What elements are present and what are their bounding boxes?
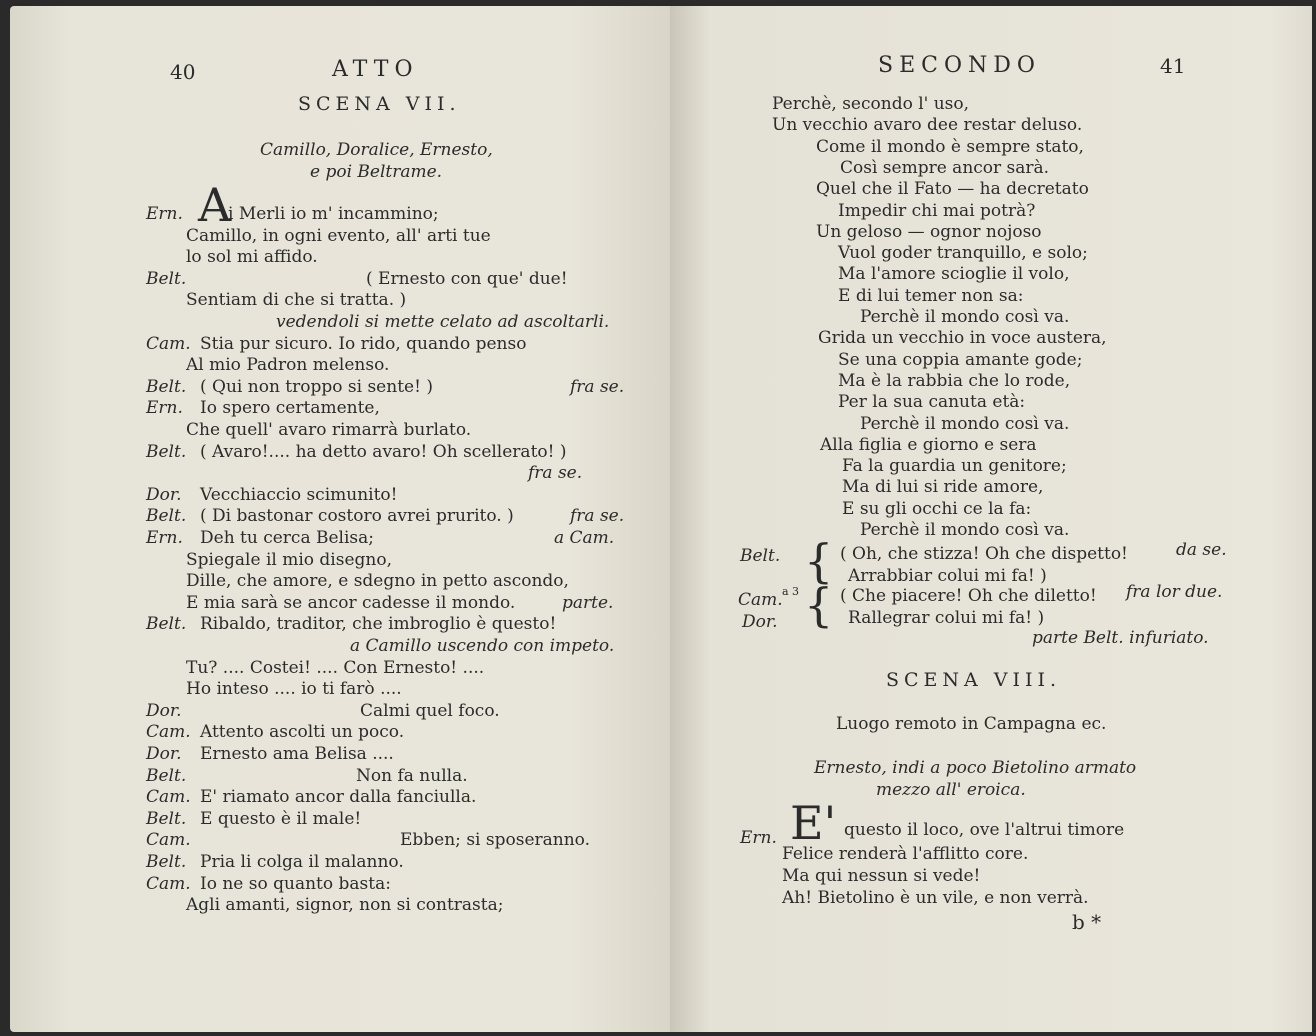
- speaker: Cam.: [738, 590, 783, 610]
- dialogue-line: Che quell' avaro rimarrà burlato.: [186, 420, 472, 440]
- character-list: e poi Beltrame.: [310, 162, 443, 182]
- speaker: Belt.: [740, 546, 781, 566]
- dialogue-line: E' riamato ancor dalla fanciulla.: [200, 787, 477, 807]
- dialogue-line: ( Qui non troppo si sente! ): [200, 377, 433, 397]
- stage-direction: a Cam.: [554, 528, 615, 548]
- dialogue-line: E questo è il male!: [200, 809, 362, 829]
- speaker: Belt.: [146, 506, 187, 526]
- page-number: 41: [1160, 54, 1186, 78]
- dialogue-line: Non fa nulla.: [356, 766, 468, 786]
- verse-line: Ma l'amore scioglie il volo,: [838, 264, 1070, 284]
- character-list: Camillo, Doralice, Ernesto,: [260, 140, 493, 160]
- speaker: Belt.: [146, 377, 187, 397]
- verse-line: Ma è la rabbia che lo rode,: [838, 371, 1071, 391]
- dialogue-line: Ebben; si sposeranno.: [400, 830, 591, 850]
- drop-cap: A: [198, 178, 232, 232]
- dialogue-line: Spiegale il mio disegno,: [186, 550, 392, 570]
- speaker: Belt.: [146, 766, 187, 786]
- scene-title: SCENA VII.: [298, 93, 461, 115]
- verse-line: Quel che il Fato — ha decretato: [816, 179, 1089, 199]
- dialogue-line: Deh tu cerca Belisa;: [200, 528, 375, 548]
- verse-line: Così sempre ancor sarà.: [840, 158, 1050, 178]
- stage-direction: fra se.: [570, 506, 625, 526]
- dialogue-line: E mia sarà se ancor cadesse il mondo.: [186, 593, 516, 613]
- dialogue-line: Calmi quel foco.: [360, 701, 500, 721]
- verse-line: Felice renderà l'afflitto core.: [782, 844, 1029, 864]
- page-number: 40: [170, 60, 196, 84]
- dialogue-line: i Merli io m' incammino;: [228, 204, 439, 224]
- dialogue-line: Camillo, in ogni evento, all' arti tue: [186, 226, 491, 246]
- verse-line: Arrabbiar colui mi fa! ): [848, 566, 1047, 586]
- verse-line: Ma di lui si ride amore,: [842, 477, 1044, 497]
- ensemble-marker: a 3: [782, 585, 800, 598]
- dialogue-line: Agli amanti, signor, non si contrasta;: [186, 895, 504, 915]
- speaker: Belt.: [146, 852, 187, 872]
- speaker: Belt.: [146, 442, 187, 462]
- speaker: Dor.: [146, 744, 182, 764]
- verse-line: Ah! Bietolino è un vile, e non verrà.: [782, 888, 1089, 908]
- verse-line: Per la sua canuta età:: [838, 392, 1026, 412]
- verse-line: ( Oh, che stizza! Oh che dispetto!: [840, 544, 1128, 564]
- speaker: Ern.: [146, 398, 183, 418]
- speaker: Cam.: [146, 334, 191, 354]
- dialogue-line: ( Ernesto con que' due!: [366, 269, 568, 289]
- speaker: Belt.: [146, 809, 187, 829]
- right-page: [670, 6, 1312, 1032]
- dialogue-line: Al mio Padron melenso.: [186, 355, 390, 375]
- speaker: Belt.: [146, 614, 187, 634]
- verse-line: E su gli occhi ce la fa:: [842, 499, 1032, 519]
- speaker: Cam.: [146, 787, 191, 807]
- verse-line: Perchè, secondo l' uso,: [772, 94, 970, 114]
- dialogue-line: Ernesto ama Belisa ....: [200, 744, 394, 764]
- speaker: Cam.: [146, 874, 191, 894]
- verse-line: Un geloso — ognor nojoso: [816, 222, 1042, 242]
- verse-line: Un vecchio avaro dee restar deluso.: [772, 115, 1083, 135]
- verse-line: Come il mondo è sempre stato,: [816, 137, 1084, 157]
- speaker: Ern.: [146, 204, 183, 224]
- speaker: Ern.: [146, 528, 183, 548]
- verse-line: ( Che piacere! Oh che diletto!: [840, 586, 1097, 606]
- verse-line: Fa la guardia un genitore;: [842, 456, 1067, 476]
- dialogue-line: Tu? .... Costei! .... Con Ernesto! ....: [186, 658, 485, 678]
- verse-line: Se una coppia amante gode;: [838, 350, 1083, 370]
- dialogue-line: lo sol mi affido.: [186, 247, 318, 267]
- verse-line: Perchè il mondo così va.: [860, 414, 1070, 434]
- verse-line: Vuol goder tranquillo, e solo;: [838, 243, 1088, 263]
- dialogue-line: Io ne so quanto basta:: [200, 874, 391, 894]
- verse-line: questo il loco, ove l'altrui timore: [844, 820, 1125, 840]
- signature-mark: b *: [1072, 910, 1102, 934]
- verse-line: Grida un vecchio in voce austera,: [818, 328, 1107, 348]
- dialogue-line: Dille, che amore, e sdegno in petto ascondo,: [186, 571, 569, 591]
- dialogue-line: Pria li colga il malanno.: [200, 852, 404, 872]
- stage-direction: fra se.: [570, 377, 625, 397]
- dialogue-line: fra se.: [528, 463, 583, 483]
- dialogue-line: ( Di bastonar costoro avrei prurito. ): [200, 506, 514, 526]
- dialogue-line: Vecchiaccio scimunito!: [200, 485, 398, 505]
- speaker: Cam.: [146, 830, 191, 850]
- stage-direction: da se.: [1176, 540, 1227, 560]
- speaker: Cam.: [146, 722, 191, 742]
- dialogue-line: Stia pur sicuro. Io rido, quando penso: [200, 334, 527, 354]
- dialogue-line: vedendoli si mette celato ad ascoltarli.: [276, 312, 610, 332]
- verse-line: Perchè il mondo così va.: [860, 520, 1070, 540]
- dialogue-line: ( Avaro!.... ha detto avaro! Oh scellerato! ): [200, 442, 567, 462]
- stage-direction: parte.: [562, 593, 614, 613]
- verse-line: Impedir chi mai potrà?: [838, 201, 1036, 221]
- dialogue-line: Io spero certamente,: [200, 398, 380, 418]
- verse-line: Alla figlia e giorno e sera: [820, 435, 1037, 455]
- left-page: [10, 6, 670, 1032]
- stage-direction: fra lor due.: [1126, 582, 1223, 602]
- brace: {: [804, 578, 834, 632]
- speaker: Dor.: [742, 612, 778, 632]
- drop-cap: E': [790, 796, 837, 850]
- speaker: Dor.: [146, 701, 182, 721]
- dialogue-line: Attento ascolti un poco.: [200, 722, 405, 742]
- location: Luogo remoto in Campagna ec.: [836, 714, 1107, 734]
- speaker: Belt.: [146, 269, 187, 289]
- dialogue-line: Sentiam di che si tratta. ): [186, 290, 407, 310]
- character-list: Ernesto, indi a poco Bietolino armato: [814, 758, 1137, 778]
- stage-direction: parte Belt. infuriato.: [1032, 628, 1209, 648]
- brace: {: [804, 534, 834, 588]
- verse-line: Perchè il mondo così va.: [860, 307, 1070, 327]
- dialogue-line: Ho inteso .... io ti farò ....: [186, 679, 402, 699]
- character-list: mezzo all' eroica.: [876, 780, 1026, 800]
- running-head: ATTO: [332, 57, 419, 82]
- dialogue-line: Ribaldo, traditor, che imbroglio è questo!: [200, 614, 557, 634]
- verse-line: Rallegrar colui mi fa! ): [848, 608, 1045, 628]
- dialogue-line: a Camillo uscendo con impeto.: [350, 636, 615, 656]
- speaker: Ern.: [740, 828, 777, 848]
- running-head: SECONDO: [878, 53, 1041, 78]
- scene-title: SCENA VIII.: [886, 669, 1062, 691]
- speaker: Dor.: [146, 485, 182, 505]
- verse-line: Ma qui nessun si vede!: [782, 866, 981, 886]
- verse-line: E di lui temer non sa:: [838, 286, 1024, 306]
